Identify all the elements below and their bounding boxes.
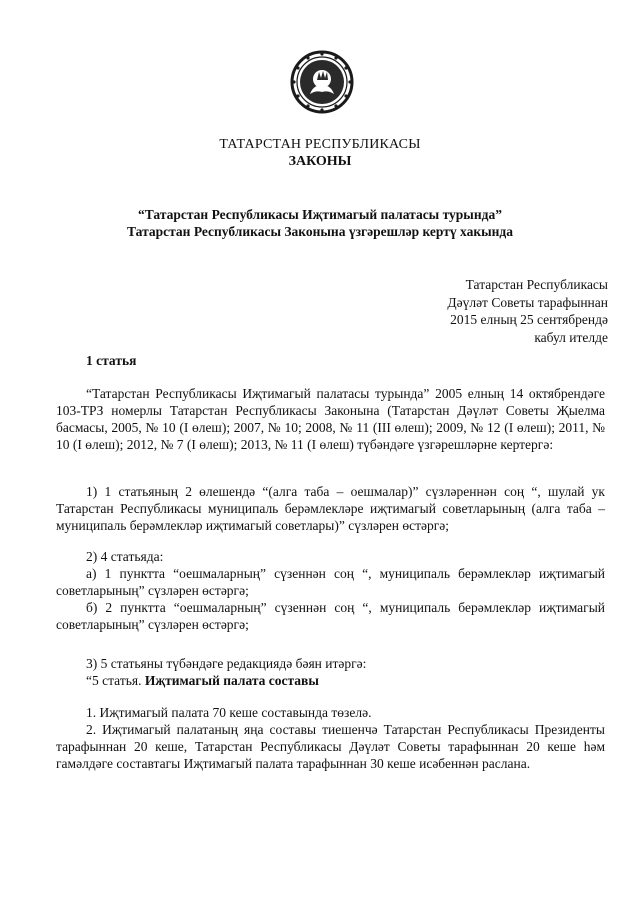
law-subtitle-line2: Татарстан Республикасы Законына үзгәрешләр кертү хакында xyxy=(127,224,513,239)
adoption-date: 2015 елның 25 сентябрендә xyxy=(450,312,608,327)
article-intro-text: “Татарстан Республикасы Иҗтимагый палатасы турында” 2005 елның 14 октябрендәге 103-ТРЗ номерлы Татарстан Республикасы Законына (Татарстан Дәүләт Советы Җыелма басмасы, 2005, № 10 (I өлеш); 2007, № 10; 2008, № 11 (III өлеш); 2009, № 12 (I өлеш); 2011, № 10 (I өлеш); 2012, № 7 (I өлеш); 2013, № 11 (I өлеш) түбәндәге үзгәрешләрне кертергә: xyxy=(56,386,605,452)
republic-title: ТАТАРСТАН РЕСПУБЛИКАСЫ xyxy=(219,137,421,152)
article-5-quote-title: Иҗтимагый палата составы xyxy=(144,673,319,688)
article-5-quote-prefix: “5 статья. xyxy=(86,673,142,688)
article-item-1 xyxy=(56,483,605,534)
article-item-2a: а) 1 пунктта “оешмаларның” сүзеннән соң “, муниципаль берәмлекләр иҗтимагый советларының” сүзләрен өстәргә; xyxy=(56,566,605,598)
article-5-point-2: 2. Иҗтимагый палатаның яңа составы тиешенчә Татарстан Республикасы Президенты тарафыннан 20 кеше, Татарстан Республикасы Дәүләт Советы тарафыннан 20 кеше һәм гамәлдәге составтагы Иҗтимагый палата тарафыннан 30 кеше исәбеннән раслана. xyxy=(56,722,605,771)
adoption-line: Дәүләт Советы тарафыннан xyxy=(447,294,608,310)
article-intro xyxy=(56,385,605,453)
article-item-2 xyxy=(56,548,605,633)
article-1-heading: 1 статья xyxy=(86,353,137,368)
article-item-2-heading: 2) 4 статьяда: xyxy=(86,549,164,564)
article-5-point-1: 1. Иҗтимагый палата 70 кеше составында төзелә. xyxy=(86,705,372,720)
article-5-points xyxy=(56,704,605,772)
article-item-1-text: 1) 1 статьяның 2 өлешендә “(алга таба – оешмалар)” сүзләреннән соң “, шулай ук Татарстан Республикасы муниципаль берәмлекләре иҗтимагый советларының (алга таба – муниципаль берәмлекләр иҗтимагый советлары)” сүзләрен өстәргә; xyxy=(56,484,605,533)
adoption-line: кабул ителде xyxy=(534,329,608,345)
tatarstan-coat-of-arms-icon xyxy=(290,50,354,114)
law-title: ЗАКОНЫ xyxy=(288,154,352,169)
article-item-2b: б) 2 пунктта “оешмаларның” сүзеннән соң “, муниципаль берәмлекләр иҗтимагый советларының” сүзләрен өстәргә; xyxy=(56,600,605,632)
adoption-line: Татарстан Республикасы xyxy=(465,277,608,292)
law-subtitle-line1: “Татарстан Республикасы Иҗтимагый палатасы турында” xyxy=(138,207,502,222)
article-5-quote-heading xyxy=(56,672,605,689)
article-heading xyxy=(56,352,605,369)
adoption-block xyxy=(447,276,608,346)
article-item-3-heading: 3) 5 статьяны түбәндәге редакциядә бәян итәргә: xyxy=(86,656,367,671)
article-item-3 xyxy=(56,655,605,689)
